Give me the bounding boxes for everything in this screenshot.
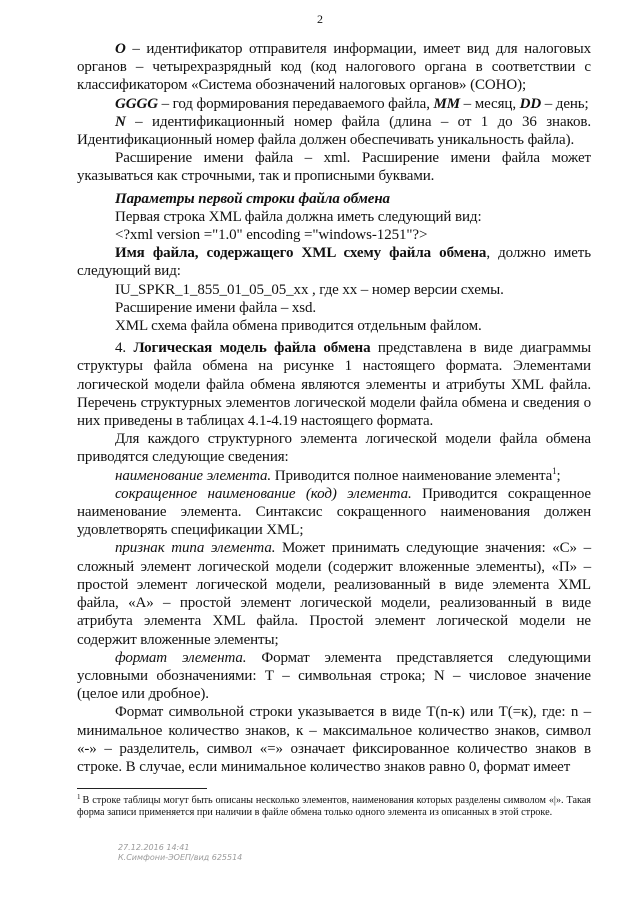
paragraph-element-type [77,539,591,648]
paragraph-element-name [77,467,591,485]
paragraph-logical-model [77,339,591,430]
paragraph-text: – месяц, [460,95,520,112]
paragraph-file-number [77,113,591,149]
paragraph-element-code [77,485,591,540]
paragraph-text: представлена в виде диаграммы структуры файла обмена на рисунке 1 настоящего формата. Элементами логической модели файла обмена являются элементы и атрибуты XML файла. Перечень структурных элементов логической модели файла обмена и сведения о них приведены в таблицах 4.1-4.19 настоящего формата. [77,340,591,430]
paragraph-text: Формат элемента представляется следующими условными обозначениями: Т – символьная строка; N – числовое значение (целое или дробное). [77,649,591,703]
paragraph-extension: Расширение имени файла – xml. Расширение имени файла может указываться как строчными, так и прописными буквами. [77,150,591,185]
term-gggg: GGGG [115,95,158,112]
term-o: O [115,41,126,57]
footnote-text: В строке таблицы могут быть описаны несколько элементов, наименования которых разделены символом «|». Такая форма записи применяется при наличии в файле обмена только одного элемента из описанных в этой строке. [77,795,591,819]
item-number: 4. [115,340,134,357]
schema-name-heading: Имя файла, содержащего XML схему файла обмена [115,245,487,262]
paragraph-text: ; [556,467,561,484]
paragraph-text: Приводится полное наименование элемента [271,467,553,484]
footnote-reference[interactable]: 1 [552,465,557,476]
paragraph-text: Может принимать следующие значения: «С» – сложный элемент логической модели (содержит вложенные элементы), «П» – простой элемент логической модели, реализованный в виде элемента XML файла, «А» – простой элемент логической модели, реализованный в виде атрибута элемента XML файла. Простой элемент логической модели не содержит вложенные элементы; [77,540,591,648]
paragraph-text: – день; [541,95,589,112]
term-mm: MM [433,95,461,112]
xml-declaration: <?xml version ="1.0" encoding ="windows-1251"?> [115,227,428,244]
paragraph-first-line: Первая строка XML файла должна иметь следующий вид: [115,208,482,225]
paragraph-text: , должно иметь следующий вид: [77,245,592,280]
logical-model-heading: Логическая модель файла обмена [133,340,371,357]
paragraph-date [77,95,591,113]
schema-file-name: IU_SPKR_1_855_01_05_05_xx , где хх – номер версии схемы. [115,281,504,298]
paragraph-schema-file: XML схема файла обмена приводится отдельным файлом. [115,318,482,335]
paragraph-sender-id [77,40,591,95]
element-type-term: признак типа элемента. [115,540,276,557]
footnote-mark: 1 [77,792,81,801]
paragraph-string-format: Формат символьной строки указывается в виде Т(n-к) или Т(=к), где: n – минимальное количество знаков, к – максимальное количество знаков, символ «-» – разделитель, символ «=» означает фиксированное количество знаков в строке. В случае, если минимальное количество знаков равно 0, формат имеет [77,704,591,775]
print-stamp [118,843,242,863]
paragraph-element-format [77,649,591,704]
element-code-term: сокращенное наименование (код) элемента. [115,485,412,502]
paragraph-xsd-extension: Расширение имени файла – xsd. [115,299,317,316]
term-dd: DD [519,95,542,112]
section-heading-first-line: Параметры первой строки файла обмена [115,190,390,207]
stamp-ref: К.Симфони-ЭОЕП/вид 625514 [118,853,243,862]
term-n: N [115,113,126,130]
paragraph-element-info: Для каждого структурного элемента логической модели файла обмена приводятся следующие сведения: [77,431,591,466]
paragraph-schema-name [77,244,591,280]
paragraph-text: – идентификатор отправителя информации, имеет вид для налоговых органов – четырехразрядный код (код налогового органа в соответствии с классификатором «Система обозначений налоговых органов» (СОНО); [77,41,591,94]
element-format-term: формат элемента. [115,649,247,666]
footnote-divider [77,788,207,789]
document-body [77,40,591,776]
footnote [77,792,591,819]
stamp-date: 27.12.2016 14:41 [118,843,190,852]
element-name-term: наименование элемента. [115,467,272,484]
paragraph-text: – год формирования передаваемого файла, [157,95,434,112]
paragraph-text: – идентификационный номер файла (длина – от 1 до 36 знаков. Идентификационный номер файла должен обеспечивать уникальность файла). [77,113,591,149]
page-number: 2 [317,12,323,26]
paragraph-text: Приводится сокращенное наименование элемента. Синтаксис сокращенного наименования должен удовлетворять спецификации XML; [77,485,591,539]
